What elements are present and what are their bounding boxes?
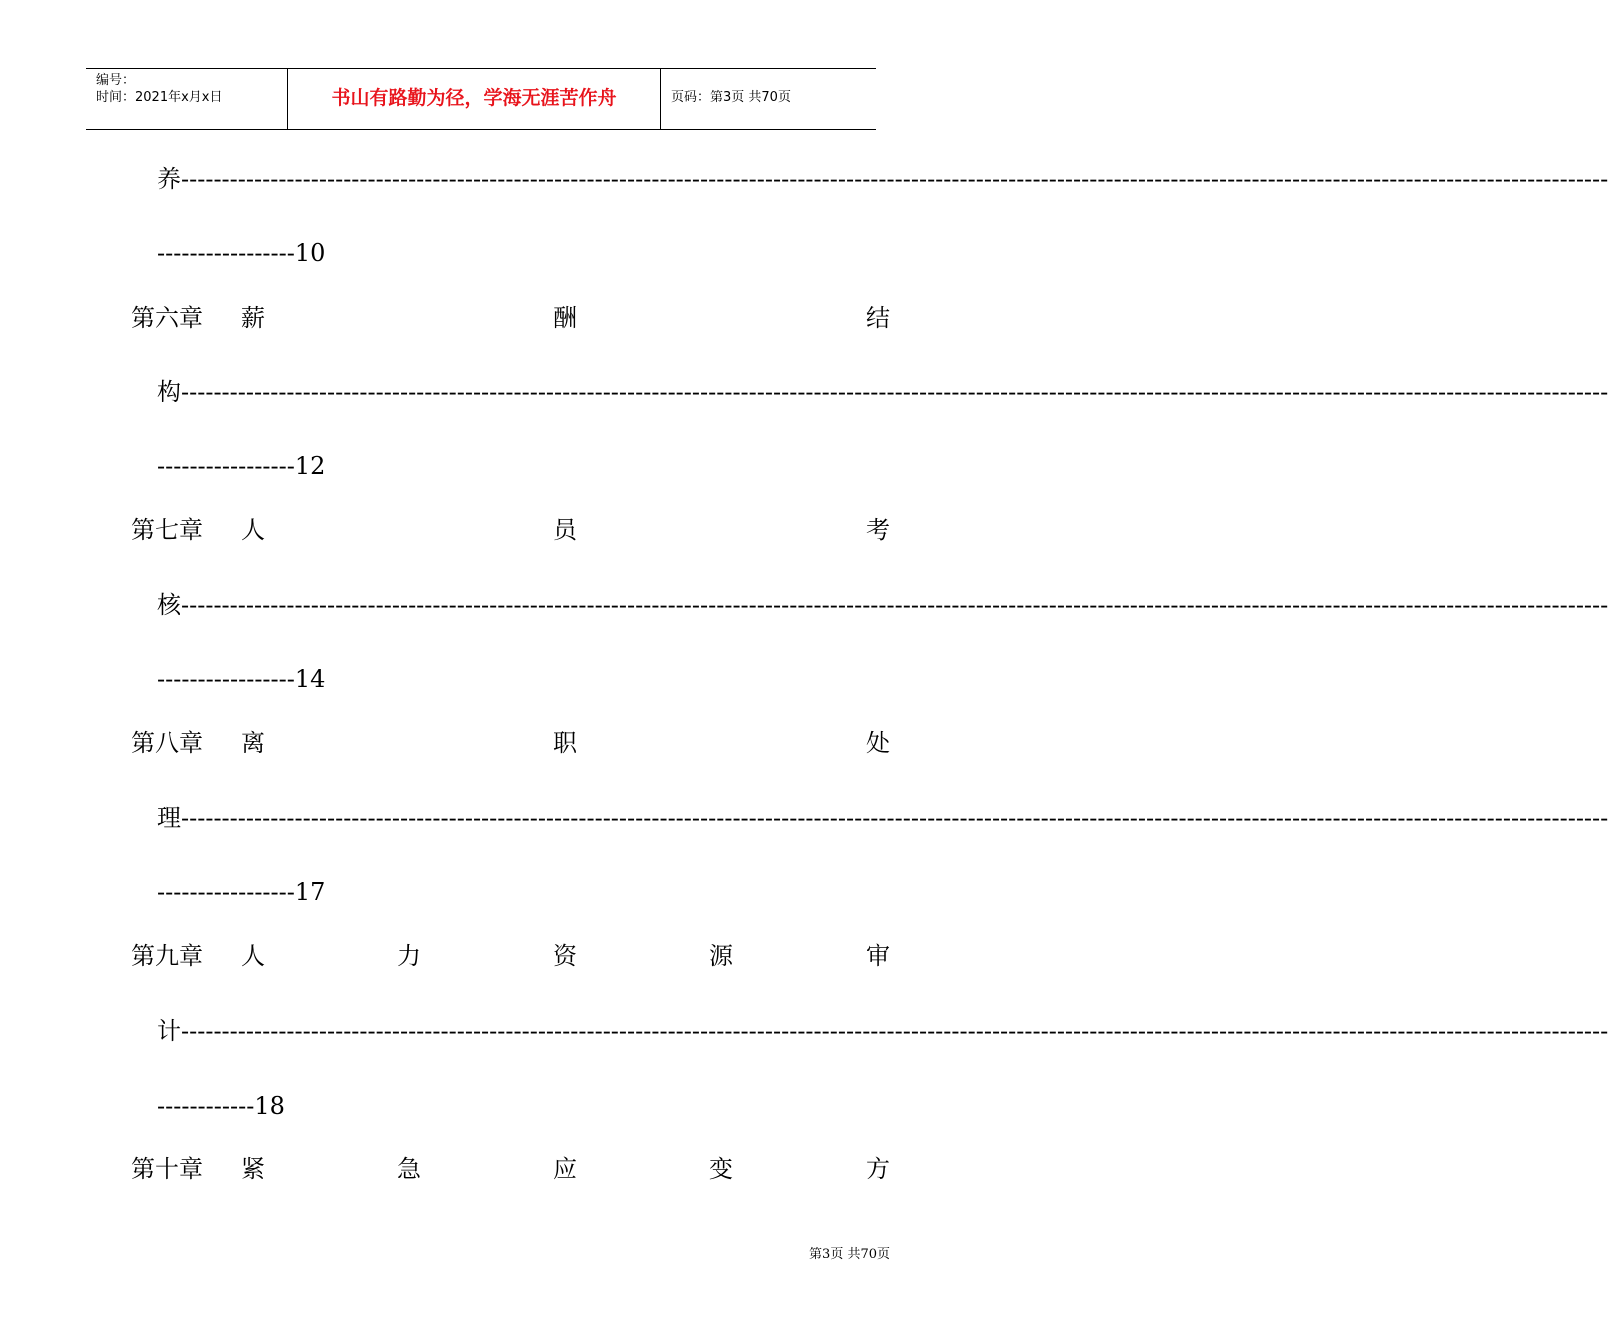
chapter-title-char: 紧 — [241, 1155, 265, 1183]
toc-page-number: -----------------10 — [157, 239, 326, 267]
chapter-title-char: 考 — [866, 516, 890, 544]
toc-leader-row — [157, 1015, 1608, 1047]
chapter-title-char: 职 — [553, 729, 577, 757]
toc-page-number: -----------------17 — [157, 878, 326, 906]
toc-leader-char: 构 — [157, 378, 181, 406]
motto: 书山有路勤为径，学海无涯苦作舟 — [331, 87, 617, 109]
header-motto-cell — [288, 69, 661, 129]
serial-label: 编号： — [96, 73, 136, 88]
toc-dash-fill: -------------------------------------------------------------------------------------------------------------------------------------------------------------------------------- — [181, 591, 1608, 619]
toc-leader-char: 理 — [157, 804, 181, 832]
page-footer: 第3页 共70页 — [809, 1247, 890, 1262]
chapter-title-char: 审 — [866, 942, 890, 970]
toc-dash-fill: -------------------------------------------------------------------------------------------------------------------------------------------------------------------------------- — [181, 1017, 1608, 1045]
chapter-number: 第九章 — [131, 942, 203, 970]
time-label: 时间：2021年x月x日 — [96, 90, 223, 105]
chapter-title-char: 资 — [553, 942, 577, 970]
chapter-title-char: 薪 — [241, 304, 265, 332]
chapter-title-char: 应 — [553, 1155, 577, 1183]
chapter-number: 第七章 — [131, 516, 203, 544]
toc-page-number: -----------------14 — [157, 665, 326, 693]
toc-dash-fill: -------------------------------------------------------------------------------------------------------------------------------------------------------------------------------- — [181, 804, 1608, 832]
chapter-number: 第八章 — [131, 729, 203, 757]
toc-leader-row — [157, 163, 1608, 195]
toc-dash-fill: -------------------------------------------------------------------------------------------------------------------------------------------------------------------------------- — [181, 165, 1608, 193]
toc-leader-char: 计 — [157, 1017, 181, 1045]
chapter-title-char: 方 — [866, 1155, 890, 1183]
toc-leader-char: 养 — [157, 165, 181, 193]
header-meta-cell — [86, 69, 288, 129]
chapter-title-char: 结 — [866, 304, 890, 332]
toc-leader-row — [157, 802, 1608, 834]
chapter-number: 第六章 — [131, 304, 203, 332]
page-code: 页码：第3页 共70页 — [671, 90, 791, 105]
toc-page-number: ------------18 — [157, 1092, 285, 1120]
toc-leader-row — [157, 376, 1608, 408]
chapter-title-char: 力 — [397, 942, 421, 970]
header-page-cell — [661, 69, 876, 129]
chapter-title-char: 源 — [709, 942, 733, 970]
toc-leader-char: 核 — [157, 591, 181, 619]
chapter-title-char: 员 — [553, 516, 577, 544]
toc-leader-row — [157, 589, 1608, 621]
toc-page-number: -----------------12 — [157, 452, 326, 480]
chapter-number: 第十章 — [131, 1155, 203, 1183]
chapter-title-char: 离 — [241, 729, 265, 757]
chapter-title-char: 变 — [709, 1155, 733, 1183]
chapter-title-char: 人 — [241, 516, 265, 544]
page-header — [86, 68, 876, 130]
chapter-title-char: 人 — [241, 942, 265, 970]
toc-dash-fill: -------------------------------------------------------------------------------------------------------------------------------------------------------------------------------- — [181, 378, 1608, 406]
chapter-title-char: 酬 — [553, 304, 577, 332]
chapter-title-char: 急 — [397, 1155, 421, 1183]
chapter-title-char: 处 — [866, 729, 890, 757]
